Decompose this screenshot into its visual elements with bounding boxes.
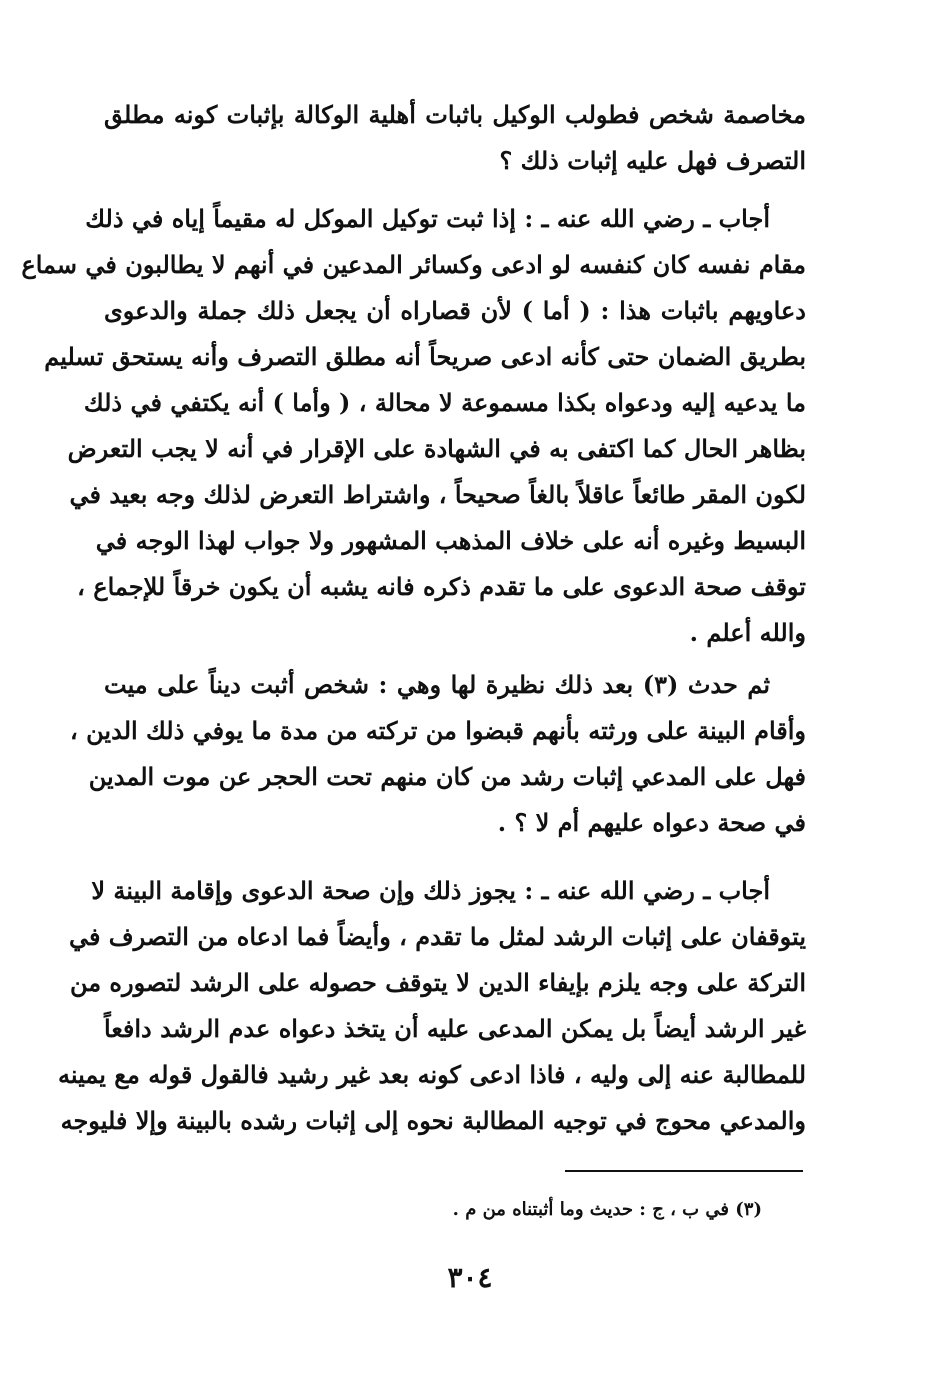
text-line: توقف صحة الدعوى على ما تقدم ذكره فانه يشبه أن يكون خرقاً للإجماع ،: [77, 572, 806, 601]
paragraph-answer-1: [21, 196, 806, 656]
paragraph-question-2: [70, 662, 806, 846]
text-line: لكون المقر طائعاً عاقلاً بالغاً صحيحاً ، واشتراط التعرض لذلك وجه بعيد في: [69, 480, 806, 509]
text-line: دعاويهم باثبات هذا : ( أما ) لأن قصاراه أن يجعل ذلك جملة والدعوى: [104, 296, 806, 325]
text-line: فهل على المدعي إثبات رشد من كان منهم تحت الحجر عن موت المدين: [88, 762, 806, 791]
paragraph-answer-2: [58, 868, 806, 1144]
text-line: يتوقفان على إثبات الرشد لمثل ما تقدم ، وأيضاً فما ادعاه من التصرف في: [68, 922, 806, 951]
text-line: ثم حدث (٣) بعد ذلك نظيرة لها وهي : شخص أثبت ديناً على ميت: [104, 670, 771, 699]
text-line: والمدعي محوج في توجيه المطالبة نحوه إلى إثبات رشده بالبينة وإلا فليوجه: [60, 1106, 806, 1135]
footnote: (٣) في ب ، ج : حديث وما أثبتناه من م .: [452, 1199, 762, 1220]
text-line: التركة على وجه يلزم بإيفاء الدين لا يتوقف حصوله على الرشد لتصوره من: [69, 968, 806, 997]
text-line: غير الرشد أيضاً بل يمكن المدعى عليه أن يتخذ دعواه عدم الرشد دافعاً: [104, 1014, 806, 1043]
text-line: وأقام البينة على ورثته بأنهم قبضوا من تركته من مدة ما يوفي ذلك الدين ،: [70, 716, 806, 745]
page-number: ٣٠٤: [447, 1261, 493, 1294]
text-line: أجاب ـ رضي الله عنه ـ : يجوز ذلك وإن صحة الدعوى وإقامة البينة لا: [91, 876, 770, 905]
footnote-divider: [565, 1170, 803, 1172]
text-line: التصرف فهل عليه إثبات ذلك ؟: [499, 146, 806, 175]
text-line: للمطالبة عنه إلى وليه ، فاذا ادعى كونه بعد غير رشيد فالقول قوله مع يمينه: [58, 1060, 806, 1089]
text-line: في صحة دعواه عليهم أم لا ؟ .: [497, 808, 806, 837]
text-line: بظاهر الحال كما اكتفى به في الشهادة على الإقرار في أنه لا يجب التعرض: [67, 434, 806, 463]
text-line: ما يدعيه إليه ودعواه بكذا مسموعة لا محالة ، ( وأما ) أنه يكتفي في ذلك: [83, 388, 806, 417]
text-line: مخاصمة شخص فطولب الوكيل باثبات أهلية الوكالة بإثبات كونه مطلق: [104, 100, 806, 129]
text-line: البسيط وغيره أنه على خلاف المذهب المشهور ولا جواب لهذا الوجه في: [95, 526, 806, 555]
text-line: أجاب ـ رضي الله عنه ـ : إذا ثبت توكيل الموكل له مقيماً إياه في ذلك: [85, 204, 770, 233]
paragraph-question-1: [104, 92, 806, 184]
text-line: بطريق الضمان حتى كأنه ادعى صريحاً أنه مطلق التصرف وأنه يستحق تسليم: [44, 342, 806, 371]
text-line: مقام نفسه كان كنفسه لو ادعى وكسائر المدعين في أنهم لا يطالبون في سماع: [21, 250, 806, 279]
text-line: والله أعلم .: [689, 618, 806, 647]
